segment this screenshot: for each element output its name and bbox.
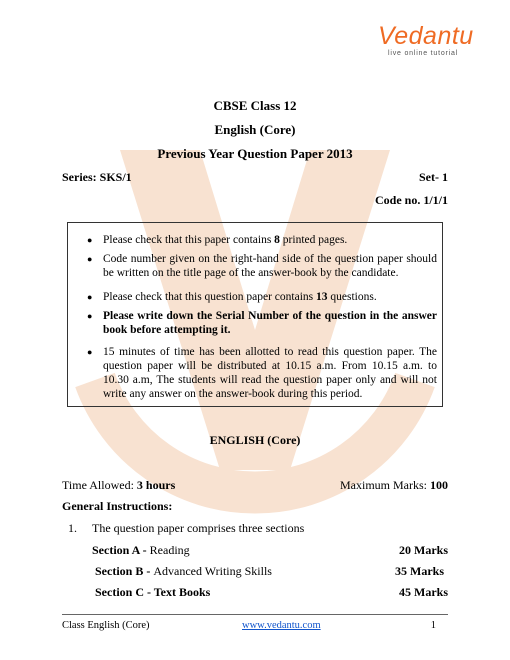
section-b-marks: 35 Marks (395, 564, 444, 578)
header-subject: English (Core) (214, 122, 296, 137)
subject-heading: ENGLISH (Core) (209, 433, 301, 447)
footer-class: Class English (Core) (62, 620, 150, 631)
logo-wordmark: Vedantu (378, 22, 474, 50)
section-c: Section C - Text Books (95, 585, 211, 599)
footer-website-link[interactable]: www.vedantu.com (242, 620, 321, 631)
note-3: ● Please check that this question paper contains 13 questions. (87, 291, 377, 303)
header-paper-title: Previous Year Question Paper 2013 (157, 146, 353, 161)
section-c-marks: 45 Marks (399, 585, 448, 599)
instruction-number: 1. (68, 521, 77, 535)
section-b: Section B - Advanced Writing Skills (95, 564, 272, 578)
section-a-marks: 20 Marks (399, 543, 448, 557)
header-class: CBSE Class 12 (213, 98, 297, 113)
vedantu-logo (378, 22, 478, 58)
note-5: ● 15 minutes of time has been allotted to read this question paper. The question paper will be distributed at 10.15 a.m. From 10.15 a.m. to 10.30 a.m, The students will read the question paper only and will not write any answer on the answer-book during this period. (87, 346, 437, 400)
instruction-text: The question paper comprises three sections (92, 521, 305, 535)
series-label: Series: SKS/1 (62, 170, 132, 184)
footer-page-number: 1 (430, 620, 436, 631)
section-a: Section A - Reading (92, 543, 190, 557)
footer-divider (62, 614, 448, 615)
set-label: Set- 1 (419, 170, 448, 184)
bullet-icon: ● (87, 311, 93, 321)
logo-tagline: live online tutorial (388, 50, 459, 57)
note-1: ● Please check that this paper contains 8 printed pages. (87, 234, 348, 246)
bullet-icon: ● (87, 235, 93, 245)
general-instructions-heading: General Instructions: (62, 499, 173, 513)
note-2: ● Code number given on the right-hand side of the question paper should be written on the title page of the answer-book by the candidate. (87, 253, 437, 279)
code-label: Code no. 1/1/1 (374, 193, 448, 207)
note-4: ● Please write down the Serial Number of the question in the answer book before attempting it. (87, 310, 437, 336)
bullet-icon: ● (87, 292, 93, 302)
bullet-icon: ● (87, 347, 93, 357)
bullet-icon: ● (87, 254, 93, 264)
maximum-marks: Maximum Marks: 100 (340, 478, 448, 492)
time-allowed: Time Allowed: 3 hours (62, 478, 176, 492)
